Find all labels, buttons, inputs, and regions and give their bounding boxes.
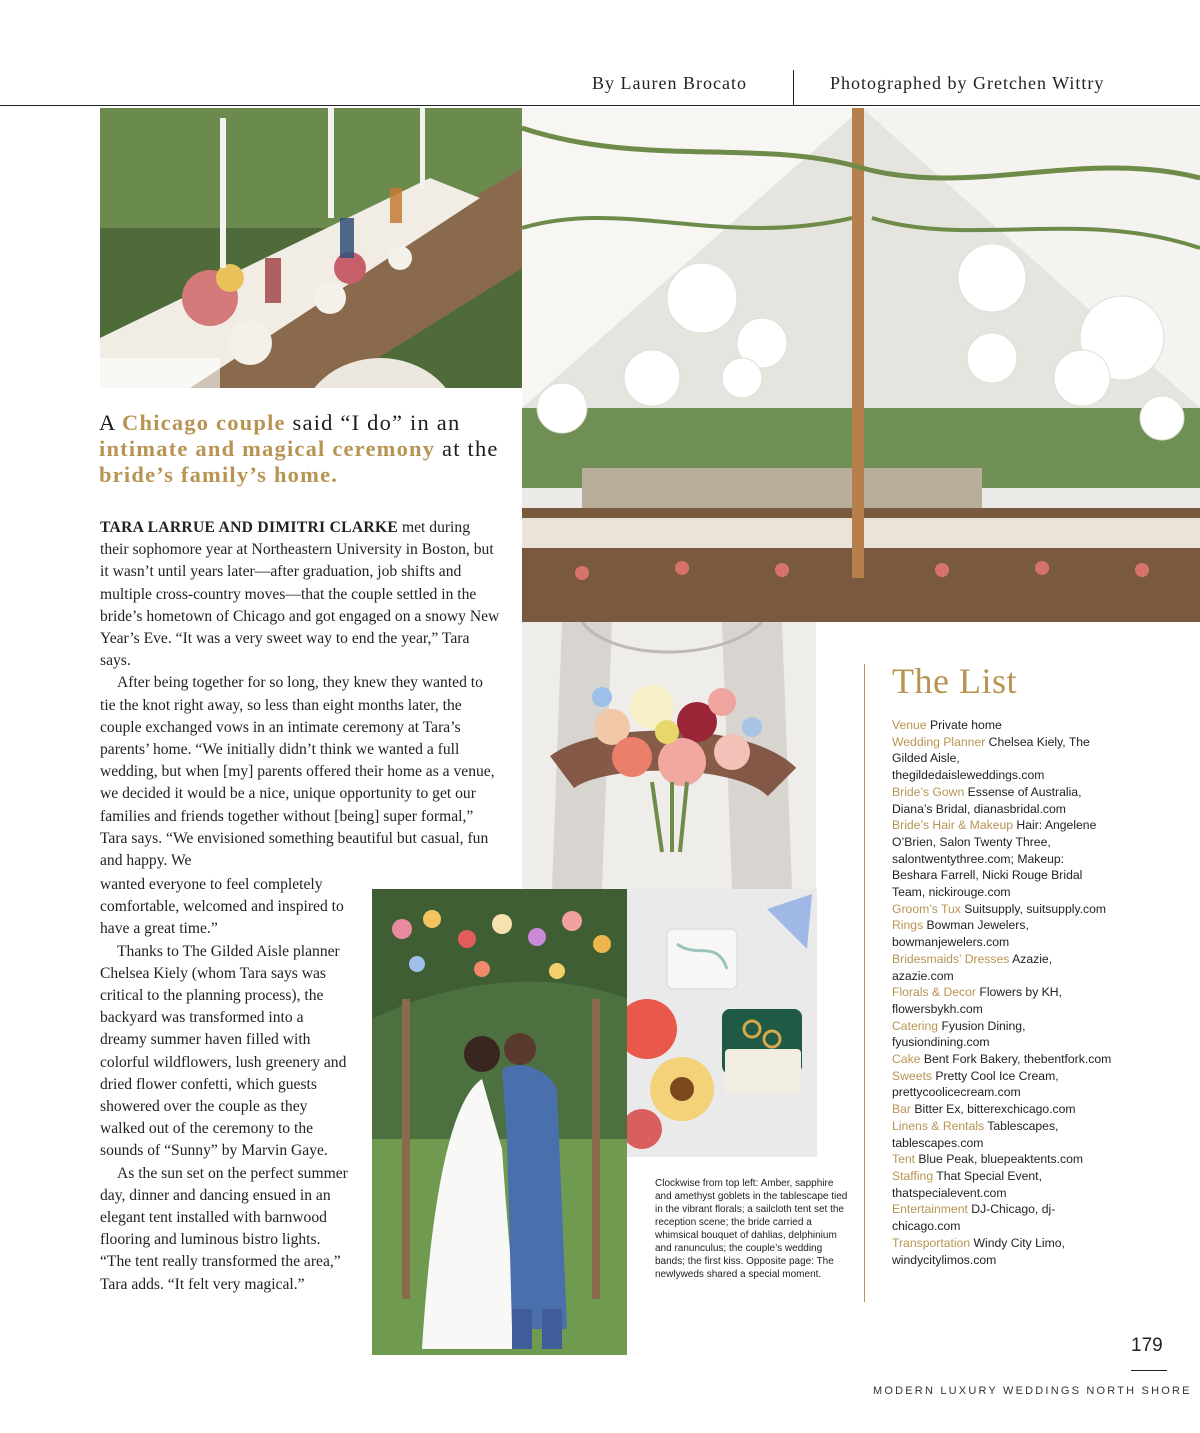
list-item-entertainment: Entertainment DJ-Chicago, dj-chicago.com (892, 1202, 1056, 1234)
list-item-catering: Catering Fyusion Dining, fyusiondining.com (892, 1018, 1026, 1050)
page-number-rule (1131, 1370, 1167, 1371)
article-paragraph-2: After being together for so long, they knew they wanted to tie the knot right away, so less than eight months later, the couple exchanged vows in an intimate ceremony at Tara’s parents’ home. “We initially didn’t think we wanted a full wedding, but when [my] parents offered their home as a venue, we decided it would be a nice, unique opportunity to get our families and friends together without [being] super formal,” Tara says. “We envisioned something beautiful but casual, fun and happy. We (100, 674, 495, 870)
photo-wedding-bands (627, 889, 817, 1157)
article-paragraph-1: TARA LARRUE AND DIMITRI CLARKE met during their sophomore year at Northeastern University in Boston, but it wasn’t until years later—after graduation, job shifts and multiple cross-country moves—that the couple settled in the bride’s hometown of Chicago and got engaged on a snowy New Year’s Eve. “It was a very sweet way to end the year,” Tara says. (100, 519, 500, 670)
photo-caption: Clockwise from top left: Amber, sapphire and amethyst goblets in the tablescape tied in the vibrant florals; a sailcloth tent set the reception scene; the bride carried a whimsical bouquet of dahlias, delphinium and ranunculus; the couple’s wedding bands; the first kiss. Opposite page: The newlyweds shared a special moment. (655, 1178, 848, 1280)
photo-tablescape (100, 108, 522, 388)
article-paragraph-3: Thanks to The Gilded Aisle planner Chelsea Kiely (whom Tara says was critical to the planning process), the backyard was transformed into a dreamy summer haven filled with colorful wildflowers, lush greenery and dried flower confetti, which guests showered over the couple as they walked out of the ceremony to the sounds of “Sunny” by Marvin Gaye. (100, 942, 347, 1160)
article-paragraph-4: As the sun set on the perfect summer day, dinner and dancing ensued in an elegant tent installed with barnwood flooring and luminous bistro lights. “The tent really transformed the area,” Tara adds. “It felt very magical.” (100, 1164, 348, 1293)
list-rule (864, 664, 865, 1302)
list-item-grooms-tux: Groom’s Tux Suitsupply, suitsupply.com (892, 901, 1107, 916)
list-item-brides-gown: Bride’s Gown Essense of Australia, Diana’s Bridal, dianasbridal.com (892, 784, 1082, 816)
list-item-bar: Bar Bitter Ex, bitterexchicago.com (892, 1102, 1076, 1117)
list-item-hair-makeup: Bride’s Hair & Makeup Hair: Angelene O’Brien, Salon Twenty Three, salontwentythree.com; Makeup: Beshara Farrell, Nicki Rouge Bridal Team, nickirouge.com (892, 818, 1097, 900)
byline-author: By Lauren Brocato (592, 73, 747, 93)
list-item-cake: Cake Bent Fork Bakery, thebentfork.com (892, 1052, 1112, 1067)
list-item-linens-rentals: Linens & Rentals Tablescapes, tablescapes.com (892, 1118, 1059, 1150)
photo-bridal-bouquet (522, 622, 816, 889)
header-divider (793, 70, 794, 106)
header-rule (0, 105, 1200, 106)
page-number: 179 (1131, 1335, 1163, 1356)
list-item-bridesmaids-dresses: Bridesmaids’ Dresses Azazie, azazie.com (892, 951, 1053, 983)
article-body (100, 517, 500, 872)
vendor-list (892, 717, 1112, 1268)
list-item-florals-decor: Florals & Decor Flowers by KH, flowersbykh.com (892, 985, 1062, 1016)
list-item-sweets: Sweets Pretty Cool Ice Cream, prettycoolicecream.com (892, 1068, 1059, 1100)
list-item-staffing: Staffing That Special Event, thatspecialevent.com (892, 1168, 1042, 1200)
photo-first-kiss (372, 889, 627, 1355)
list-item-rings: Rings Bowman Jewelers, bowmanjewelers.com (892, 918, 1029, 950)
list-item-tent: Tent Blue Peak, bluepeaktents.com (892, 1152, 1084, 1167)
publication-title: MODERN LUXURY WEDDINGS NORTH SHORE (873, 1385, 1192, 1397)
photo-sailcloth-tent (522, 108, 1200, 622)
byline-photographer: Photographed by Gretchen Wittry (830, 73, 1105, 93)
pull-quote: A Chicago couple said “I do” in an intimate and magical ceremony at the bride’s family’s home. (99, 410, 499, 487)
list-title: The List (892, 661, 1017, 701)
article-paragraph-2-continued: wanted everyone to feel completely comfortable, welcomed and inspired to have a great time.” (100, 876, 344, 938)
list-item-transportation: Transportation Windy City Limo, windycitylimos.com (892, 1235, 1065, 1267)
list-item-wedding-planner: Wedding Planner Chelsea Kiely, The Gilded Aisle, thegildedaisleweddings.com (892, 734, 1090, 783)
article-body-continued (100, 874, 348, 1296)
list-item-venue: Venue Private home (892, 718, 1002, 732)
